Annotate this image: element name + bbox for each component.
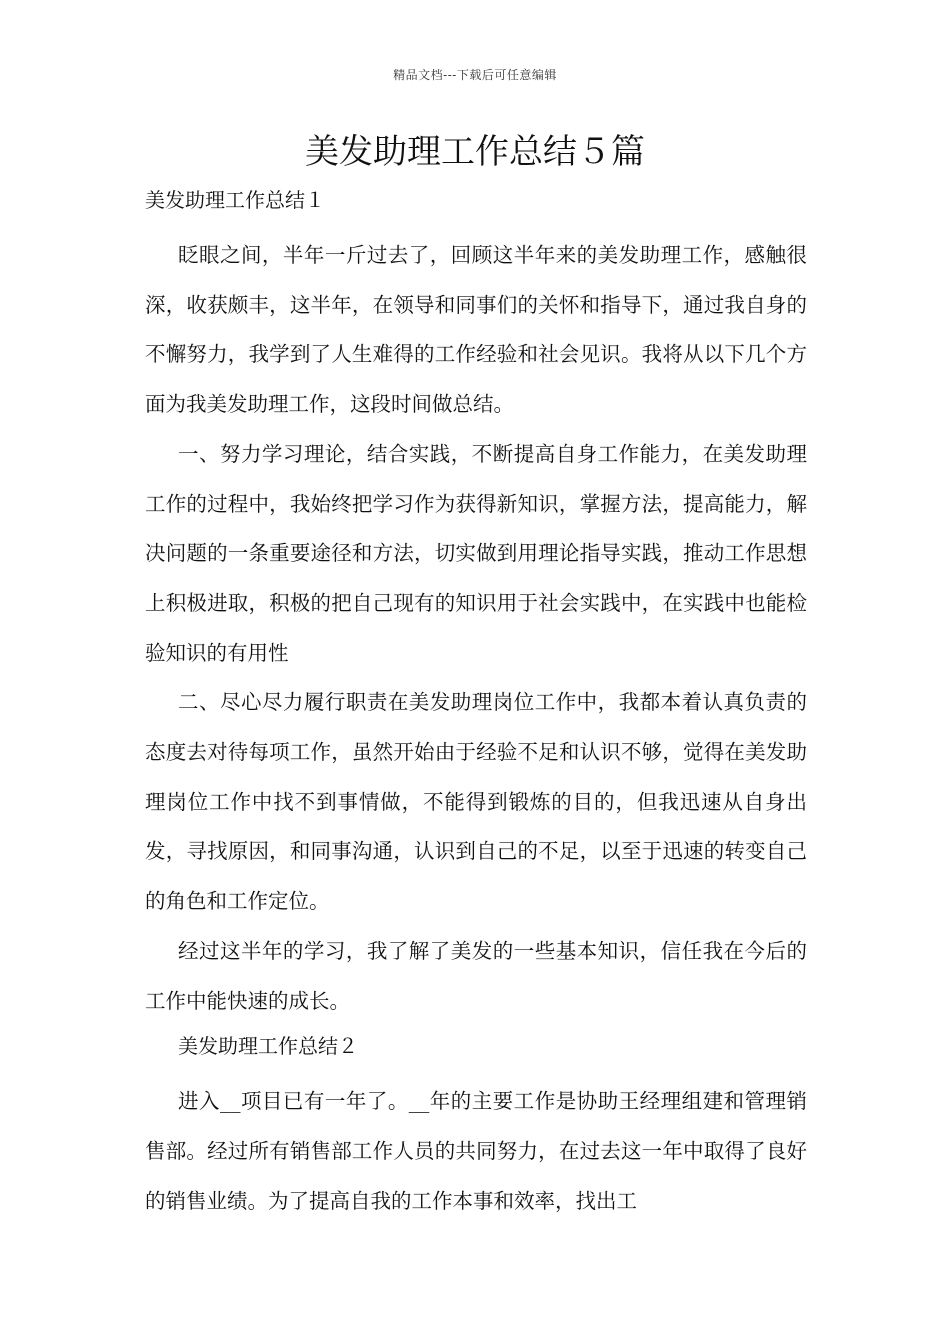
paragraph: 二、尽心尽力履行职责在美发助理岗位工作中，我都本着认真负责的态度去对待每项工作，虽然开始由于经验不足和认识不够，觉得在美发助理岗位工作中找不到事情做，不能得到锻炼的目的，但我迅速从自身出发，寻找原因，和同事沟通，认识到自己的不足，以至于迅速的转变自己的角色和工作定位。 bbox=[145, 690, 807, 914]
paragraph: 一、努力学习理论，结合实践，不断提高自身工作能力，在美发助理工作的过程中，我始终把学习作为获得新知识，掌握方法，提高能力，解决问题的一条重要途径和方法，切实做到用理论指导实践，推动工作思想上积极进取，积极的把自己现有的知识用于社会实践中，在实践中也能检验知识的有用性 bbox=[145, 441, 807, 665]
document-body bbox=[145, 182, 807, 1226]
paragraph: 眨眼之间，半年一斤过去了，回顾这半年来的美发助理工作，感触很深，收获颇丰，这半年，在领导和同事们的关怀和指导下，通过我自身的不懈努力，我学到了人生难得的工作经验和社会见识。我将从以下几个方面为我美发助理工作，这段时间做总结。 bbox=[145, 243, 807, 417]
paragraph: 经过这半年的学习，我了解了美发的一些基本知识，信任我在今后的工作中能快速的成长。 bbox=[145, 938, 807, 1013]
section-heading-2: 美发助理工作总结２ bbox=[178, 1034, 358, 1059]
section-heading-1: 美发助理工作总结１ bbox=[145, 188, 325, 212]
paragraph: 进入__项目已有一年了。__年的主要工作是协助王经理组建和管理销售部。经过所有销售部工作人员的共同努力，在过去这一年中取得了良好的销售业绩。为了提高自我的工作本事和效率，找出工 bbox=[145, 1089, 807, 1213]
header-note: 精品文档---下载后可任意编辑 bbox=[393, 68, 557, 82]
document-title: 美发助理工作总结５篇 bbox=[305, 132, 645, 172]
